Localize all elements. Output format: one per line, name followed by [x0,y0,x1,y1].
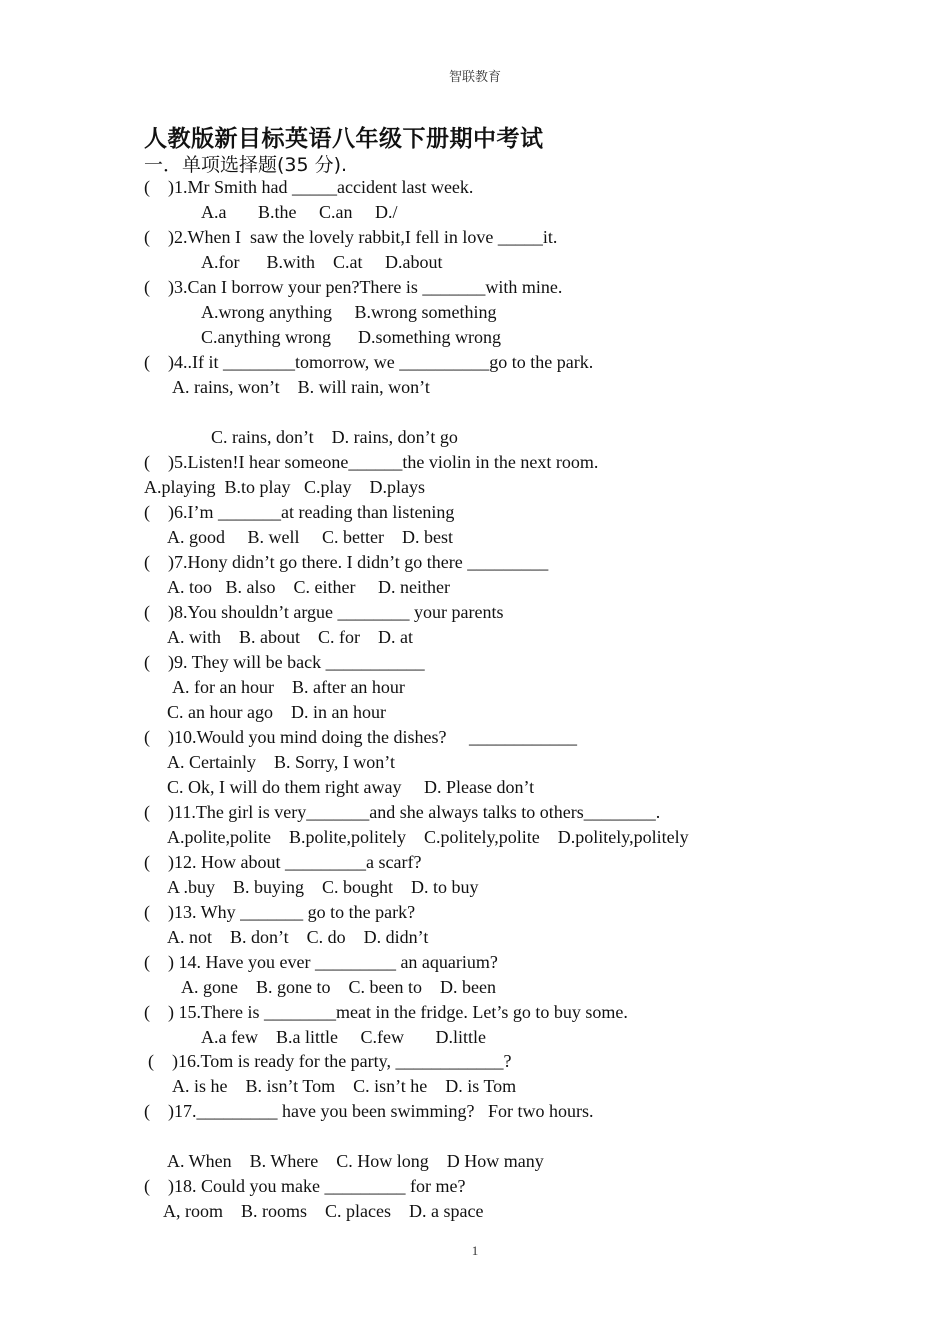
options-line: A. rains, won’t B. will rain, won’t [172,377,430,397]
options-line: A.a few B.a little C.few D.little [201,1027,486,1047]
question-line: ( )3.Can I borrow your pen?There is _______with mine. [144,277,563,297]
options-line: A. is he B. isn’t Tom C. isn’t he D. is Tom [172,1076,517,1096]
options-line: A. with B. about C. for D. at [167,627,413,647]
question-line: ( )18. Could you make _________ for me? [144,1176,466,1196]
question-line: ( )10.Would you mind doing the dishes? ____________ [144,727,578,747]
options-line: A .buy B. buying C. bought D. to buy [167,877,479,897]
options-line: A. for an hour B. after an hour [172,677,405,697]
options-line: A. good B. well C. better D. best [167,527,453,547]
options-line: C. an hour ago D. in an hour [167,702,386,722]
question-line: ( )8.You shouldn’t argue ________ your parents [144,602,504,622]
options-line: A. When B. Where C. How long D How many [167,1151,544,1171]
options-line: A, room B. rooms C. places D. a space [163,1201,484,1221]
page-header: 智联教育 [448,70,501,85]
question-line: ( )16.Tom is ready for the party, ____________? [148,1051,512,1071]
question-line: ( )5.Listen!I hear someone______the violin in the next room. [144,452,599,472]
question-line: ( )4..If it ________tomorrow, we __________go to the park. [144,352,594,372]
options-line: C.anything wrong D.something wrong [201,327,501,347]
question-line: ( ) 15.There is ________meat in the fridge. Let’s go to buy some. [144,1002,628,1022]
page-number: 1 [471,1243,479,1258]
question-line: ( )2.When I saw the lovely rabbit,I fell in love _____it. [144,227,558,247]
options-line: C. rains, don’t D. rains, don’t go [211,427,458,447]
question-line: ( )1.Mr Smith had _____accident last week. [144,177,474,197]
section-heading: 一．单项选择题(35 分). [144,154,348,176]
options-line: C. Ok, I will do them right away D. Please don’t [167,777,535,797]
options-line: A. Certainly B. Sorry, I won’t [167,752,395,772]
options-line: A.polite,polite B.polite,politely C.politely,polite D.politely,politely [167,827,689,847]
options-line: A. not B. don’t C. do D. didn’t [167,927,429,947]
question-line: ( ) 14. Have you ever _________ an aquarium? [144,952,498,972]
options-line: A. gone B. gone to C. been to D. been [181,977,496,997]
question-line: ( )17._________ have you been swimming? For two hours. [144,1101,594,1121]
options-line: A.a B.the C.an D./ [201,202,398,222]
question-line: ( )12. How about _________a scarf? [144,852,422,872]
question-line: ( )6.I’m _______at reading than listening [144,502,455,522]
question-line: ( )7.Hony didn’t go there. I didn’t go there _________ [144,552,549,572]
exam-title: 人教版新目标英语八年级下册期中考试 [144,126,544,152]
options-line: A.for B.with C.at D.about [201,252,443,272]
options-line: A.playing B.to play C.play D.plays [144,477,425,497]
question-line: ( )9. They will be back ___________ [144,652,425,672]
options-line: A. too B. also C. either D. neither [167,577,450,597]
question-line: ( )11.The girl is very_______and she always talks to others________. [144,802,661,822]
question-line: ( )13. Why _______ go to the park? [144,902,416,922]
options-line: A.wrong anything B.wrong something [201,302,497,322]
